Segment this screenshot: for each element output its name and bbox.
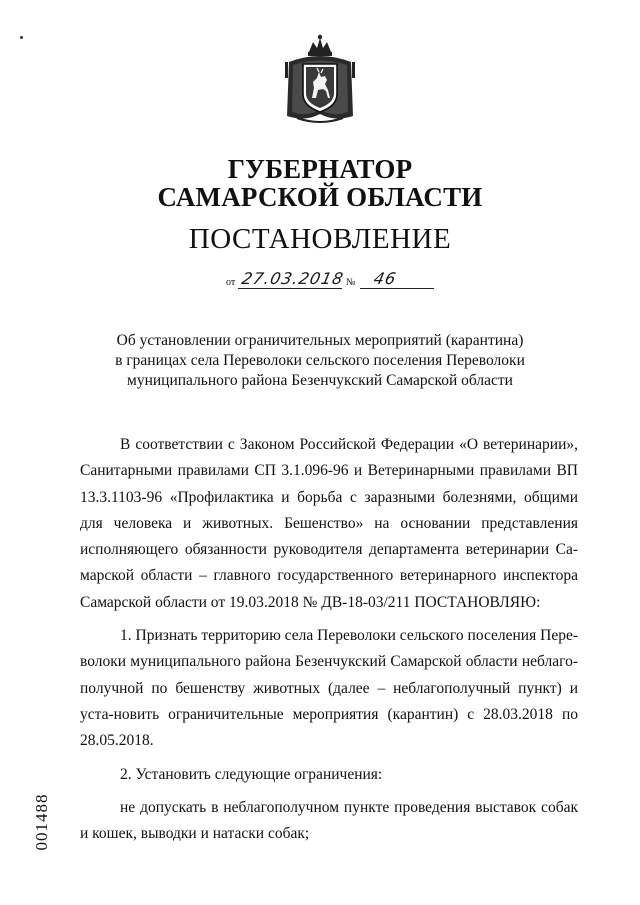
preamble-paragraph: В соответствии с Законом Российской Федерации «О ветеринарии», Санитарными правилами СП 3.1.096-96 и Ветеринарными правилами ВП 13.3.1103-96 «Профилактика и борьба с заразными болезнями, общими для человека и животных. Бешенство» на основании представления исполняющего обязанности руководителя департамента ветеринарии Са-марской области – главного государственного ветеринарного инспектора Самарской области от 19.03.2018 № ДВ-18-03/211 ПОСТАНОВЛЯЮ: bbox=[80, 436, 578, 611]
margin-serial-number bbox=[30, 790, 54, 854]
number-label: № bbox=[346, 277, 356, 288]
handwritten-date: 27.03.2018 bbox=[239, 269, 346, 288]
subject-line: в границах села Переволоки сельского поселения Переволоки bbox=[115, 352, 525, 369]
scan-speck bbox=[20, 36, 23, 39]
coat-of-arms-icon bbox=[283, 32, 357, 126]
document-subject bbox=[60, 331, 580, 391]
date-underline bbox=[238, 288, 342, 289]
issuer-title-line1: ГУБЕРНАТОР bbox=[227, 154, 413, 184]
serial-number-text: 001488 bbox=[32, 793, 51, 851]
subject-line: муниципального района Безенчукский Самарской области bbox=[127, 372, 513, 389]
subject-line: Об установлении ограничительных мероприятий (карантина) bbox=[116, 332, 524, 349]
clause-1-paragraph: 1. Признать территорию села Переволоки сельского поселения Пере-волоки муниципального района Безенчукский Самарской области неблаго-получной по бешенству животных (далее – неблагополучный пункт) и уста-новить ограничительные мероприятия (карантин) с 28.03.2018 по 28.05.2018. bbox=[80, 627, 578, 750]
issuer-title-line2: САМАРСКОЙ ОБЛАСТИ bbox=[157, 182, 483, 212]
document-type: ПОСТАНОВЛЕНИЕ bbox=[188, 223, 452, 255]
handwritten-number: 46 bbox=[371, 269, 399, 288]
document-body bbox=[80, 432, 578, 847]
clause-2-paragraph: 2. Установить следующие ограничения: bbox=[120, 765, 383, 783]
restriction-paragraph: не допускать в неблагополучном пункте проведения выставок собак и кошек, выводки и натаски собак; bbox=[80, 798, 578, 843]
number-underline bbox=[360, 288, 434, 289]
registration-line bbox=[226, 268, 436, 292]
date-label: от bbox=[226, 277, 236, 288]
